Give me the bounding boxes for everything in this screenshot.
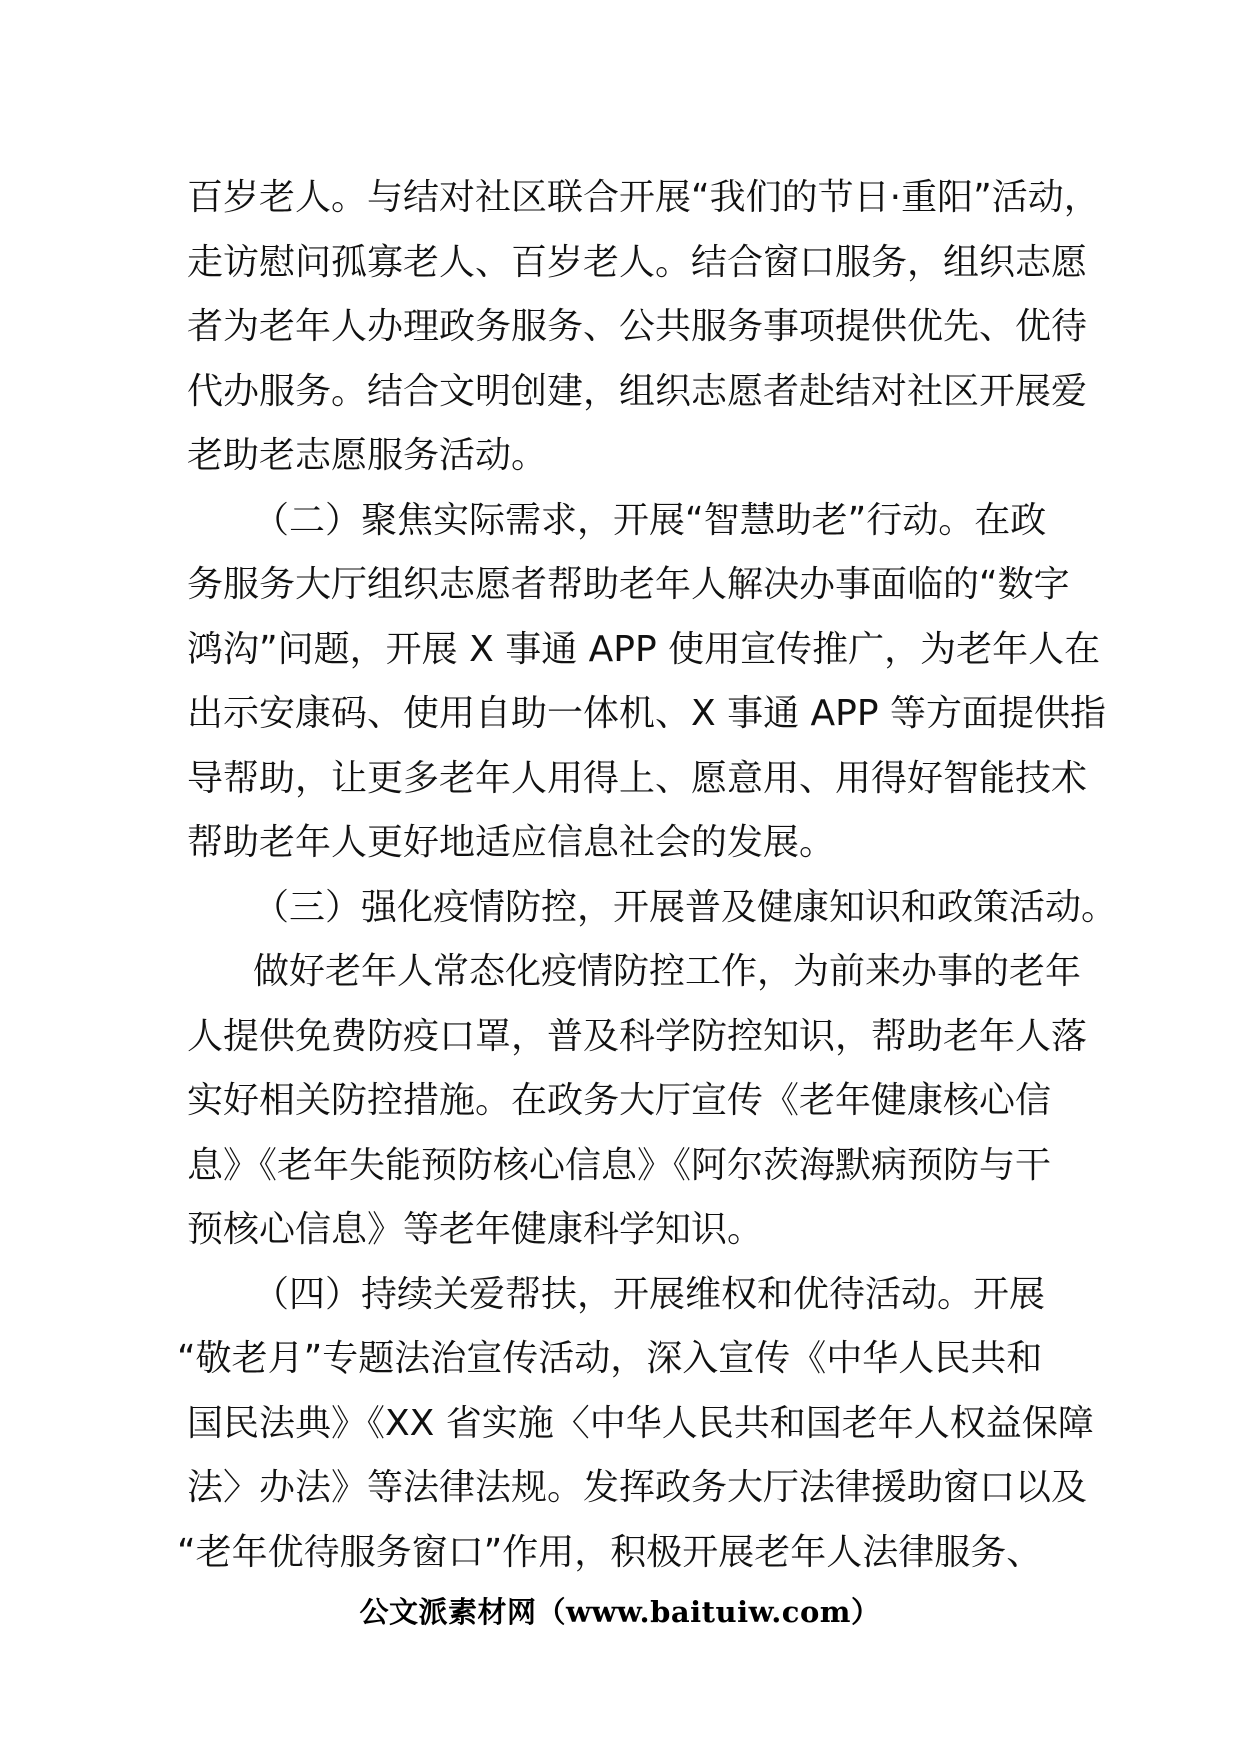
body-text <box>177 166 1118 1585</box>
text-line: 人提供免费防疫口罩，普及科学防控知识，帮助老年人落 <box>187 1015 1088 1057</box>
text-line: 代办服务。结合文明创建，组织志愿者赴结对社区开展爱 <box>187 370 1088 412</box>
section-heading-3: （三）强化疫情防控，开展普及健康知识和政策活动。 <box>253 886 1118 928</box>
text-line: “敬老月”专题法治宣传活动，深入宣传《中华人民共和 <box>177 1338 1043 1379</box>
text-line: “老年优待服务窗口”作用，积极开展老年人法律服务、 <box>177 1531 1043 1573</box>
text-line: 做好老年人常态化疫情防控工作，为前来办事的老年 <box>253 951 1082 992</box>
text-line: 务服务大厅组织志愿者帮助老年人解决办事面临的“数字 <box>187 564 1070 605</box>
footer-watermark: 公文派素材网（www.baituiw.com） <box>359 1595 881 1629</box>
text-line: 帮助老年人更好地适应信息社会的发展。 <box>187 822 836 863</box>
text-line: 走访慰问孤寡老人、百岁老人。结合窗口服务，组织志愿 <box>187 241 1088 283</box>
text-line: 老助老志愿服务活动。 <box>187 435 548 476</box>
text-line: 者为老年人办理政务服务、公共服务事项提供优先、优待 <box>187 306 1088 347</box>
text-line: 预核心信息》等老年健康科学知识。 <box>187 1209 764 1250</box>
section-heading-4: （四）持续关爱帮扶，开展维权和优待活动。开展 <box>253 1273 1046 1315</box>
text-line: 百岁老人。与结对社区联合开展“我们的节日·重阳”活动， <box>187 177 1100 218</box>
text-line: 息》《老年失能预防核心信息》《阿尔茨海默病预防与干 <box>187 1144 1052 1186</box>
text-line: 出示安康码、使用自助一体机、X 事通 APP 等方面提供指 <box>187 693 1107 734</box>
section-heading-2: （二）聚焦实际需求，开展“智慧助老”行动。在政 <box>253 499 1047 541</box>
text-line: 实好相关防控措施。在政务大厅宣传《老年健康核心信 <box>187 1080 1052 1121</box>
text-line: 导帮助，让更多老年人用得上、愿意用、用得好智能技术 <box>187 757 1088 799</box>
text-line: 法〉办法》等法律法规。发挥政务大厅法律援助窗口以及 <box>187 1467 1088 1508</box>
text-line: 国民法典》《XX 省实施〈中华人民共和国老年人权益保障 <box>187 1402 1094 1444</box>
text-line: 鸿沟”问题，开展 X 事通 APP 使用宣传推广，为老年人在 <box>187 628 1101 670</box>
